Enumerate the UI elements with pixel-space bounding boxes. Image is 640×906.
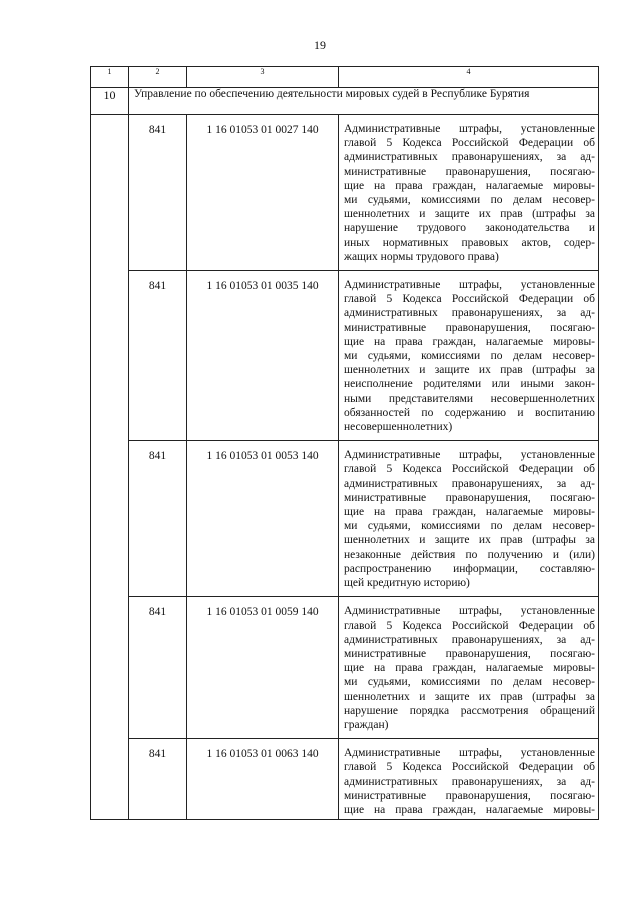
description-line: министративные правонарушения, посягаю- (344, 165, 595, 178)
description-line: щей кредитную историю) (344, 577, 470, 590)
description-line: шеннолетних и защите их прав (штрафы за (344, 364, 595, 377)
table-row (91, 441, 599, 597)
description-line: щие на права граждан, налагаемые мировы- (344, 662, 595, 675)
description-line: щие на права граждан, налагаемые мировы- (344, 506, 595, 519)
section-number-continuation-cell (91, 115, 129, 820)
revenue-code-cell: 1 16 01053 01 0053 140 (187, 441, 339, 597)
column-header-4: 4 (339, 67, 599, 88)
revenue-code-cell: 1 16 01053 01 0059 140 (187, 597, 339, 739)
description-line: обязанностей по содержанию и воспитанию (344, 406, 595, 419)
budget-codes-table (90, 66, 599, 820)
description-cell (339, 115, 599, 271)
column-number-header-row (91, 67, 599, 88)
description-line: административных правонарушениях, за ад- (344, 477, 595, 490)
description-line: главой 5 Кодекса Российской Федерации об (344, 619, 595, 632)
description-line: шеннолетних и защите их прав (штрафы за (344, 208, 595, 221)
description-line: министративные правонарушения, посягаю- (344, 491, 595, 504)
description-line: несовершеннолетних) (344, 421, 453, 434)
description-line: ными представителями несовершеннолетних (344, 392, 595, 405)
description-line: Административные штрафы, установленные (344, 605, 595, 618)
table-row (91, 739, 599, 820)
description-line: ми судьями, комиссиями по делам несовер- (344, 350, 595, 363)
description-line: щие на права граждан, налагаемые мировы- (344, 335, 595, 348)
page-number: 19 (314, 38, 326, 52)
description-line: Административные штрафы, установленные (344, 123, 595, 135)
description-line: главой 5 Кодекса Российской Федерации об (344, 137, 595, 150)
description-line: министративные правонарушения, посягаю- (344, 321, 595, 334)
description-line: административных правонарушениях, за ад- (344, 151, 595, 164)
description-line: щие на права граждан, налагаемые мировы- (344, 179, 595, 192)
column-header-2: 2 (129, 67, 187, 88)
description-line: Административные штрафы, установленные (344, 747, 595, 760)
admin-code-cell: 841 (129, 115, 187, 271)
revenue-code-cell: 1 16 01053 01 0063 140 (187, 739, 339, 820)
description-line: распространению информации, составляю- (344, 562, 595, 575)
description-cell (339, 441, 599, 597)
section-number: 10 (91, 88, 129, 115)
description-line: жащих нормы трудового права) (344, 250, 499, 263)
description-cell (339, 739, 599, 820)
description-line: щие на права граждан, налагаемые мировы- (344, 803, 595, 816)
section-row (91, 88, 599, 115)
description-line: граждан) (344, 718, 389, 731)
description-line: незаконные действия по получению и (или) (344, 548, 595, 561)
description-line: главой 5 Кодекса Российской Федерации об (344, 293, 595, 306)
admin-code-cell: 841 (129, 597, 187, 739)
description-line: министративные правонарушения, посягаю- (344, 789, 595, 802)
description-line: административных правонарушениях, за ад- (344, 633, 595, 646)
table-body (91, 88, 599, 820)
description-cell (339, 271, 599, 441)
revenue-code-cell: 1 16 01053 01 0035 140 (187, 271, 339, 441)
description-line: нарушение трудового законодательства и (344, 222, 595, 235)
description-line: административных правонарушениях, за ад- (344, 307, 595, 320)
description-line: шеннолетних и защите их прав (штрафы за (344, 690, 595, 703)
description-cell (339, 597, 599, 739)
admin-code-cell: 841 (129, 441, 187, 597)
description-line: министративные правонарушения, посягаю- (344, 647, 595, 660)
column-header-3: 3 (187, 67, 339, 88)
section-title: Управление по обеспечению деятельности мировых судей в Республике Бурятия (129, 88, 599, 115)
admin-code-cell: 841 (129, 739, 187, 820)
admin-code-cell: 841 (129, 271, 187, 441)
description-line: административных правонарушениях, за ад- (344, 775, 595, 788)
column-header-1: 1 (91, 67, 129, 88)
description-line: главой 5 Кодекса Российской Федерации об (344, 463, 595, 476)
description-line: шеннолетних и защите их прав (штрафы за (344, 534, 595, 547)
description-line: главой 5 Кодекса Российской Федерации об (344, 761, 595, 774)
description-line: ми судьями, комиссиями по делам несовер- (344, 194, 595, 207)
table-row (91, 271, 599, 441)
description-line: Административные штрафы, установленные (344, 449, 595, 462)
table-row (91, 115, 599, 271)
description-line: неисполнение родителями или иными закон- (344, 378, 595, 391)
description-line: ми судьями, комиссиями по делам несовер- (344, 520, 595, 533)
description-line: нарушение порядка рассмотрения обращений (344, 704, 595, 717)
description-line: ми судьями, комиссиями по делам несовер- (344, 676, 595, 689)
revenue-code-cell: 1 16 01053 01 0027 140 (187, 115, 339, 271)
table-row (91, 597, 599, 739)
description-line: Административные штрафы, установленные (344, 279, 595, 292)
description-line: иных нормативных правовых актов, содер- (344, 236, 595, 249)
